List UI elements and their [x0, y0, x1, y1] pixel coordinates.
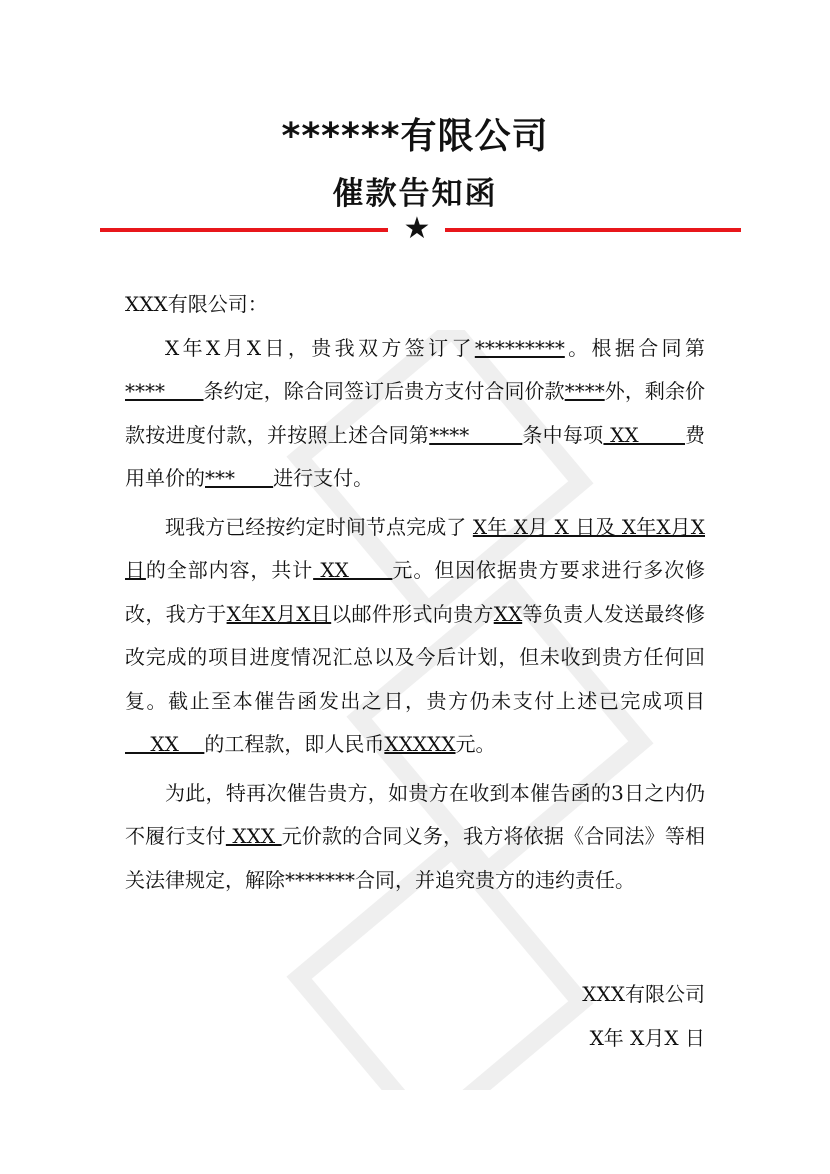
clause-number-field: **** — [125, 379, 204, 403]
text-segment: 的工程款，即人民币 — [204, 732, 385, 756]
salutation: XXX有限公司： — [125, 292, 268, 316]
project-field: XX — [125, 732, 205, 756]
clause-number-field-2: **** — [429, 422, 523, 447]
signature-company: XXX有限公司 — [582, 982, 705, 1006]
text-segment: 条约定，除合同签订后贵方支付合同价款 — [203, 379, 565, 403]
email-date-field: X年X月X日 — [226, 601, 332, 626]
text-segment: X年X月X日，贵我双方签订了 — [165, 335, 475, 360]
text-segment: 。根据合同第 — [564, 335, 705, 360]
completion-period-field: X年 X月 X 日及 X年X月X日 — [125, 514, 706, 582]
text-segment: 以邮件形式向贵方 — [331, 601, 494, 626]
letter-body — [125, 283, 705, 902]
paragraph-1 — [125, 327, 705, 501]
text-segment: 费用单价的 — [125, 422, 706, 490]
divider-left-line — [100, 228, 388, 232]
text-segment: 进行支付。 — [273, 466, 374, 490]
letter-title: 催款告知函 — [332, 176, 498, 212]
text-segment: 为此，特再次催告贵方，如贵方在收到本催告函的3日之内仍不履行支付 — [125, 780, 705, 848]
item-field: XX — [603, 422, 686, 447]
signature-date: X年 X月X 日 — [589, 1026, 705, 1050]
text-segment: 等负责人发送最终修改完成的项目进度情况汇总以及今后计划，但未收到贵方任何回复。截止至本催告函发出之日，贵方仍未支付上述已完成项目 — [125, 601, 706, 713]
total-amount-field: XX — [313, 558, 393, 582]
unit-price-field: *** — [205, 466, 274, 490]
paragraph-2 — [125, 506, 705, 767]
payment-amount-field: XXX — [225, 824, 282, 848]
text-segment: 现我方已经按约定时间节点完成了 — [165, 514, 473, 539]
text-segment: 的全部内容，共计 — [145, 558, 314, 582]
text-segment: 元价款的合同义务，我方将依据《合同法》等相关法律规定，解除*******合同，并追究贵方的违约责任。 — [125, 824, 706, 892]
text-segment: 元。但因依据贵方要求进行多次修改，我方于 — [125, 558, 706, 626]
star-icon: ★ — [403, 211, 431, 246]
contract-name-field: ********* — [474, 335, 565, 360]
contact-field: XX — [493, 601, 523, 626]
prepaid-amount-field: **** — [564, 379, 605, 403]
text-segment: 元。 — [455, 732, 496, 756]
text-segment: 外，剩余价款按进度付款，并按照上述合同第 — [125, 379, 706, 447]
rmb-amount-field: XXXXX — [384, 732, 456, 756]
company-title: ******有限公司 — [281, 116, 549, 157]
paragraph-3 — [125, 772, 705, 903]
divider-right-line — [445, 228, 741, 232]
text-segment: 条中每项 — [522, 422, 604, 447]
